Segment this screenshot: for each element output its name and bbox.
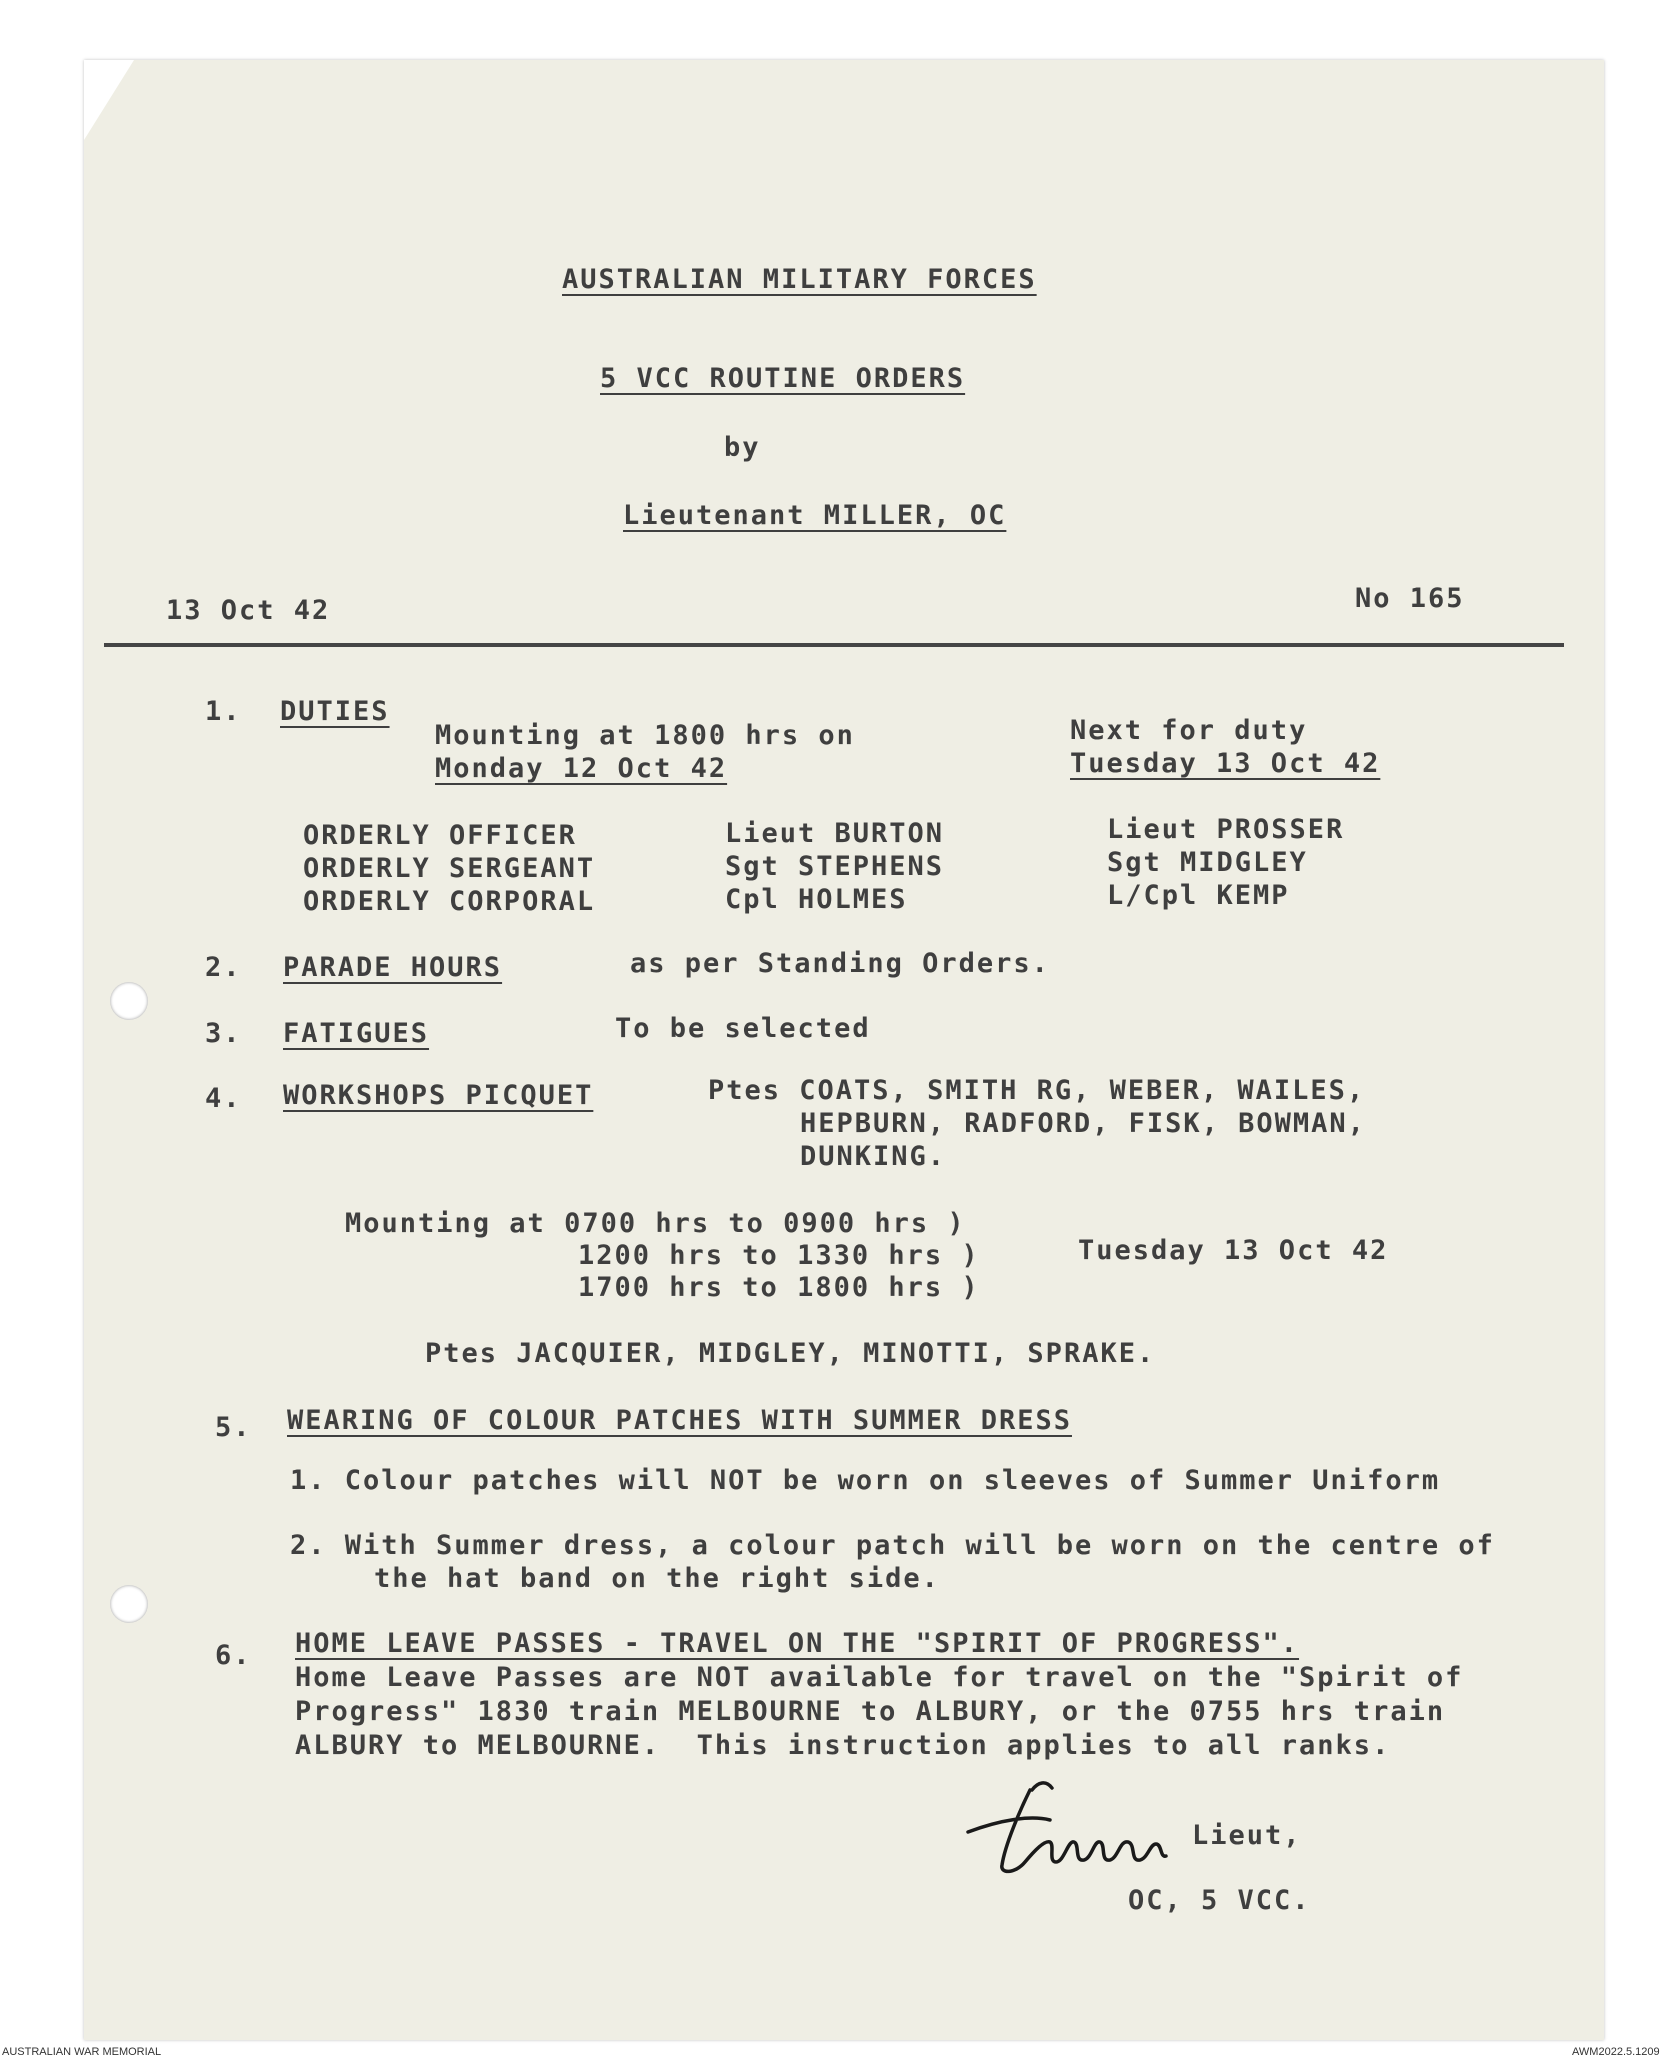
header-rule (104, 643, 1564, 647)
picquet-day: Tuesday 13 Oct 42 (1078, 1235, 1389, 1266)
by-line: by (724, 432, 761, 463)
item-1-number: 1. (205, 696, 242, 727)
item-5-number: 5. (215, 1412, 252, 1443)
duties-next-line1: Next for duty (1070, 715, 1308, 746)
signature-rank: Lieut, (1192, 1820, 1302, 1851)
punch-hole-top (110, 982, 148, 1020)
duty-role: ORDERLY OFFICER (303, 820, 577, 851)
org-heading: AUSTRALIAN MILITARY FORCES (562, 264, 1037, 295)
duty-current: Lieut BURTON (725, 818, 945, 849)
duties-mounting-line1: Mounting at 1800 hrs on (435, 720, 855, 751)
colour-point-1: 1. Colour patches will NOT be worn on sleeves of Summer Uniform (290, 1465, 1441, 1496)
item-3-number: 3. (205, 1018, 242, 1049)
duties-next-line2: Tuesday 13 Oct 42 (1070, 748, 1381, 779)
duty-next: Sgt MIDGLEY (1107, 847, 1308, 878)
duty-next: Lieut PROSSER (1107, 814, 1345, 845)
signature-title: OC, 5 VCC. (1128, 1885, 1311, 1916)
leave-heading: HOME LEAVE PASSES - TRAVEL ON THE "SPIRIT OF PROGRESS". (295, 1628, 1300, 1659)
picquet-time: Mounting at 0700 hrs to 0900 hrs ) (345, 1208, 966, 1239)
parade-text: as per Standing Orders. (630, 948, 1050, 979)
handwritten-signature (960, 1770, 1200, 1880)
picquet-heading: WORKSHOPS PICQUET (283, 1080, 594, 1111)
parade-heading: PARADE HOURS (283, 952, 503, 983)
officer-line: Lieutenant MILLER, OC (623, 500, 1007, 531)
picquet-ptes: Ptes JACQUIER, MIDGLEY, MINOTTI, SPRAKE. (425, 1338, 1156, 1369)
colour-point-2: 2. With Summer dress, a colour patch will be worn on the centre of (290, 1530, 1495, 1561)
picquet-names: DUNKING. (800, 1141, 947, 1172)
duty-current: Cpl HOLMES (725, 884, 908, 915)
item-4-number: 4. (205, 1083, 242, 1114)
duty-role: ORDERLY SERGEANT (303, 853, 596, 884)
colour-heading: WEARING OF COLOUR PATCHES WITH SUMMER DRESS (287, 1405, 1072, 1436)
duties-heading: DUTIES (280, 696, 390, 727)
order-date: 13 Oct 42 (166, 595, 331, 626)
item-6-number: 6. (215, 1640, 252, 1671)
picquet-time: 1200 hrs to 1330 hrs ) (578, 1240, 980, 1271)
item-2-number: 2. (205, 952, 242, 983)
order-number: No 165 (1355, 583, 1465, 614)
duty-next: L/Cpl KEMP (1107, 880, 1290, 911)
duty-role: ORDERLY CORPORAL (303, 886, 596, 917)
leave-text: ALBURY to MELBOURNE. This instruction applies to all ranks. (295, 1730, 1391, 1761)
picquet-names: HEPBURN, RADFORD, FISK, BOWMAN, (800, 1108, 1366, 1139)
orders-title: 5 VCC ROUTINE ORDERS (600, 363, 966, 394)
leave-text: Home Leave Passes are NOT available for travel on the "Spirit of (295, 1662, 1464, 1693)
picquet-time: 1700 hrs to 1800 hrs ) (578, 1272, 980, 1303)
duties-mounting-line2: Monday 12 Oct 42 (435, 753, 728, 784)
punch-hole-bottom (110, 1585, 148, 1623)
colour-point-2-cont: the hat band on the right side. (374, 1563, 940, 1594)
fatigues-text: To be selected (615, 1013, 871, 1044)
footer-institution: AUSTRALIAN WAR MEMORIAL (2, 2046, 162, 2058)
footer-accession: AWM2022.5.1209 (1572, 2046, 1660, 2058)
picquet-names: Ptes COATS, SMITH RG, WEBER, WAILES, (708, 1075, 1366, 1106)
folded-corner (84, 60, 134, 140)
duty-current: Sgt STEPHENS (725, 851, 945, 882)
leave-text: Progress" 1830 train MELBOURNE to ALBURY, or the 0755 hrs train (295, 1696, 1446, 1727)
fatigues-heading: FATIGUES (283, 1018, 430, 1049)
